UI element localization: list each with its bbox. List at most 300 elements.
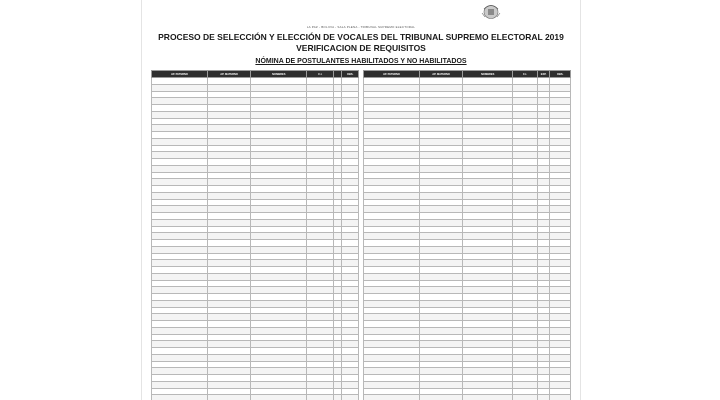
- table-cell: [419, 98, 462, 105]
- coat-of-arms-seal-icon: [480, 3, 502, 20]
- table-cell: [513, 348, 538, 355]
- table-cell: [334, 334, 342, 341]
- column-header: [334, 71, 342, 78]
- table-cell: [364, 307, 420, 314]
- table-cell: [364, 192, 420, 199]
- table-cell: [419, 118, 462, 125]
- table-cell: [307, 260, 334, 267]
- table-cell: [251, 111, 307, 118]
- table-cell: [419, 213, 462, 220]
- table-cell: [463, 240, 513, 247]
- table-cell: [307, 267, 334, 274]
- table-cell: [307, 246, 334, 253]
- table-cell: [152, 267, 208, 274]
- table-cell: [334, 348, 342, 355]
- table-cell: [307, 213, 334, 220]
- table-cell: [152, 98, 208, 105]
- table-cell: [334, 138, 342, 145]
- table-cell: [342, 294, 359, 301]
- table-cell: [207, 219, 250, 226]
- table-cell: [251, 145, 307, 152]
- table-cell: [419, 246, 462, 253]
- table-cell: [550, 105, 571, 112]
- table-cell: [537, 260, 549, 267]
- table-cell: [550, 91, 571, 98]
- table-cell: [207, 246, 250, 253]
- table-cell: [537, 246, 549, 253]
- table-cell: [550, 375, 571, 382]
- table-cell: [334, 219, 342, 226]
- table-cell: [251, 125, 307, 132]
- table-cell: [307, 206, 334, 213]
- table-cell: [463, 165, 513, 172]
- table-cell: [342, 287, 359, 294]
- table-cell: [207, 381, 250, 388]
- table-cell: [364, 240, 420, 247]
- table-cell: [419, 186, 462, 193]
- table-row: [364, 152, 571, 159]
- table-cell: [550, 172, 571, 179]
- table-cell: [152, 226, 208, 233]
- table-row: [152, 91, 359, 98]
- table-cell: [537, 314, 549, 321]
- table-cell: [307, 199, 334, 206]
- table-cell: [152, 159, 208, 166]
- table-cell: [419, 233, 462, 240]
- table-cell: [342, 179, 359, 186]
- table-cell: [342, 233, 359, 240]
- table-cell: [419, 132, 462, 139]
- table-row: [364, 78, 571, 85]
- table-cell: [342, 348, 359, 355]
- table-cell: [550, 165, 571, 172]
- table-cell: [364, 334, 420, 341]
- table-cell: [334, 280, 342, 287]
- table-cell: [251, 226, 307, 233]
- table-cell: [334, 240, 342, 247]
- table-cell: [364, 287, 420, 294]
- table-cell: [152, 300, 208, 307]
- table-row: [152, 233, 359, 240]
- table-cell: [251, 84, 307, 91]
- table-cell: [152, 111, 208, 118]
- table-cell: [251, 186, 307, 193]
- table-cell: [207, 334, 250, 341]
- table-cell: [419, 199, 462, 206]
- table-row: [364, 321, 571, 328]
- table-cell: [307, 388, 334, 395]
- table-row: [152, 226, 359, 233]
- table-cell: [334, 145, 342, 152]
- table-cell: [513, 145, 538, 152]
- table-cell: [251, 280, 307, 287]
- table-cell: [463, 186, 513, 193]
- table-row: [152, 321, 359, 328]
- table-cell: [251, 354, 307, 361]
- table-cell: [207, 192, 250, 199]
- table-cell: [342, 267, 359, 274]
- table-cell: [513, 172, 538, 179]
- table-cell: [251, 334, 307, 341]
- table-row: [364, 327, 571, 334]
- table-cell: [152, 105, 208, 112]
- table-cell: [537, 341, 549, 348]
- table-cell: [251, 267, 307, 274]
- table-cell: [419, 253, 462, 260]
- table-cell: [152, 206, 208, 213]
- table-cell: [152, 388, 208, 395]
- table-cell: [307, 165, 334, 172]
- table-cell: [419, 341, 462, 348]
- table-cell: [513, 138, 538, 145]
- table-cell: [537, 321, 549, 328]
- table-cell: [307, 395, 334, 400]
- table-cell: [364, 125, 420, 132]
- table-cell: [419, 388, 462, 395]
- table-cell: [342, 368, 359, 375]
- table-cell: [207, 361, 250, 368]
- table-cell: [251, 192, 307, 199]
- table-cell: [342, 314, 359, 321]
- table-cell: [364, 233, 420, 240]
- table-cell: [463, 395, 513, 400]
- table-cell: [307, 132, 334, 139]
- table-cell: [307, 159, 334, 166]
- table-cell: [334, 287, 342, 294]
- table-cell: [537, 253, 549, 260]
- table-cell: [152, 240, 208, 247]
- table-cell: [364, 91, 420, 98]
- table-cell: [342, 98, 359, 105]
- table-cell: [364, 348, 420, 355]
- table-cell: [307, 219, 334, 226]
- column-header: AP. PATERNO: [152, 71, 208, 78]
- table-cell: [513, 334, 538, 341]
- table-cell: [537, 84, 549, 91]
- table-cell: [513, 152, 538, 159]
- table-cell: [334, 267, 342, 274]
- table-cell: [550, 192, 571, 199]
- table-cell: [419, 334, 462, 341]
- table-row: [152, 307, 359, 314]
- table-cell: [419, 314, 462, 321]
- table-cell: [513, 199, 538, 206]
- table-row: [152, 354, 359, 361]
- table-cell: [513, 280, 538, 287]
- table-row: [152, 287, 359, 294]
- table-cell: [152, 138, 208, 145]
- table-cell: [152, 280, 208, 287]
- table-row: [364, 186, 571, 193]
- table-cell: [513, 388, 538, 395]
- table-cell: [419, 375, 462, 382]
- table-cell: [463, 321, 513, 328]
- table-cell: [550, 152, 571, 159]
- table-cell: [537, 273, 549, 280]
- table-cell: [342, 280, 359, 287]
- table-cell: [463, 314, 513, 321]
- table-cell: [550, 260, 571, 267]
- table-cell: [342, 273, 359, 280]
- table-cell: [419, 111, 462, 118]
- table-row: [364, 105, 571, 112]
- table-cell: [364, 368, 420, 375]
- table-cell: [463, 172, 513, 179]
- table-cell: [550, 280, 571, 287]
- table-cell: [419, 179, 462, 186]
- table-cell: [207, 111, 250, 118]
- table-row: [364, 240, 571, 247]
- table-cell: [207, 125, 250, 132]
- table-cell: [419, 287, 462, 294]
- table-cell: [364, 341, 420, 348]
- table-cell: [207, 118, 250, 125]
- table-cell: [342, 111, 359, 118]
- table-cell: [550, 132, 571, 139]
- table-cell: [419, 267, 462, 274]
- table-cell: [334, 354, 342, 361]
- table-cell: [334, 125, 342, 132]
- table-cell: [537, 280, 549, 287]
- table-cell: [513, 368, 538, 375]
- table-cell: [334, 132, 342, 139]
- table-row: [152, 253, 359, 260]
- table-cell: [513, 78, 538, 85]
- table-cell: [342, 253, 359, 260]
- table-row: [152, 260, 359, 267]
- table-cell: [334, 375, 342, 382]
- table-cell: [550, 145, 571, 152]
- table-cell: [537, 348, 549, 355]
- table-cell: [513, 159, 538, 166]
- table-row: [364, 334, 571, 341]
- table-cell: [307, 226, 334, 233]
- table-row: [152, 152, 359, 159]
- table-row: [152, 132, 359, 139]
- table-cell: [251, 159, 307, 166]
- table-cell: [342, 219, 359, 226]
- table-cell: [207, 253, 250, 260]
- table-cell: [463, 361, 513, 368]
- table-cell: [152, 253, 208, 260]
- table-cell: [550, 334, 571, 341]
- table-cell: [513, 381, 538, 388]
- table-cell: [463, 381, 513, 388]
- table-cell: [364, 159, 420, 166]
- table-cell: [342, 172, 359, 179]
- table-cell: [537, 361, 549, 368]
- table-row: [152, 172, 359, 179]
- table-cell: [463, 273, 513, 280]
- table-cell: [550, 233, 571, 240]
- table-cell: [307, 280, 334, 287]
- table-cell: [307, 307, 334, 314]
- table-row: [364, 192, 571, 199]
- table-cell: [419, 260, 462, 267]
- table-cell: [207, 213, 250, 220]
- table-cell: [251, 368, 307, 375]
- table-cell: [307, 240, 334, 247]
- column-header: NOMBRES: [463, 71, 513, 78]
- table-cell: [513, 246, 538, 253]
- table-cell: [513, 375, 538, 382]
- table-row: [152, 145, 359, 152]
- table-cell: [207, 388, 250, 395]
- table-cell: [152, 132, 208, 139]
- table-cell: [364, 84, 420, 91]
- table-row: [364, 165, 571, 172]
- table-cell: [550, 354, 571, 361]
- table-cell: [307, 105, 334, 112]
- table-cell: [364, 395, 420, 400]
- table-cell: [463, 287, 513, 294]
- table-cell: [463, 348, 513, 355]
- table-row: [364, 98, 571, 105]
- table-cell: [419, 240, 462, 247]
- table-cell: [152, 327, 208, 334]
- table-cell: [513, 321, 538, 328]
- table-cell: [364, 321, 420, 328]
- table-cell: [334, 111, 342, 118]
- table-row: [364, 395, 571, 400]
- table-cell: [207, 321, 250, 328]
- table-cell: [513, 354, 538, 361]
- table-cell: [513, 267, 538, 274]
- table-cell: [364, 327, 420, 334]
- table-row: [152, 78, 359, 85]
- table-cell: [207, 375, 250, 382]
- table-cell: [152, 78, 208, 85]
- table-cell: [251, 233, 307, 240]
- table-cell: [251, 260, 307, 267]
- table-row: [364, 219, 571, 226]
- table-cell: [513, 273, 538, 280]
- table-cell: [463, 246, 513, 253]
- table-cell: [463, 267, 513, 274]
- table-cell: [207, 165, 250, 172]
- table-cell: [342, 186, 359, 193]
- table-cell: [152, 294, 208, 301]
- table-cell: [364, 260, 420, 267]
- table-cell: [513, 300, 538, 307]
- table-cell: [251, 375, 307, 382]
- table-cell: [251, 219, 307, 226]
- table-cell: [251, 206, 307, 213]
- table-cell: [537, 226, 549, 233]
- table-cell: [550, 159, 571, 166]
- table-cell: [364, 152, 420, 159]
- table-cell: [550, 206, 571, 213]
- table-row: [152, 213, 359, 220]
- table-row: [364, 179, 571, 186]
- table-cell: [513, 186, 538, 193]
- table-cell: [513, 307, 538, 314]
- table-cell: [152, 341, 208, 348]
- table-cell: [513, 132, 538, 139]
- table-cell: [364, 78, 420, 85]
- table-row: [152, 206, 359, 213]
- table-cell: [537, 327, 549, 334]
- table-cell: [251, 300, 307, 307]
- table-row: [364, 368, 571, 375]
- table-cell: [207, 206, 250, 213]
- table-cell: [307, 78, 334, 85]
- table-cell: [419, 219, 462, 226]
- table-cell: [364, 300, 420, 307]
- table-row: [364, 267, 571, 274]
- table-row: [152, 111, 359, 118]
- applicants-table-left: [151, 70, 359, 400]
- table-cell: [513, 91, 538, 98]
- table-row: [364, 354, 571, 361]
- table-cell: [419, 381, 462, 388]
- table-cell: [334, 314, 342, 321]
- table-cell: [463, 213, 513, 220]
- table-cell: [537, 118, 549, 125]
- table-cell: [513, 179, 538, 186]
- table-cell: [419, 172, 462, 179]
- table-cell: [152, 213, 208, 220]
- table-cell: [207, 260, 250, 267]
- table-cell: [364, 165, 420, 172]
- table-cell: [364, 118, 420, 125]
- table-cell: [251, 91, 307, 98]
- table-cell: [152, 199, 208, 206]
- table-cell: [307, 294, 334, 301]
- table-cell: [550, 300, 571, 307]
- table-cell: [251, 321, 307, 328]
- table-cell: [307, 84, 334, 91]
- table-cell: [207, 294, 250, 301]
- table-cell: [307, 348, 334, 355]
- table-cell: [307, 341, 334, 348]
- table-cell: [334, 361, 342, 368]
- table-cell: [364, 381, 420, 388]
- table-cell: [513, 240, 538, 247]
- table-cell: [550, 125, 571, 132]
- table-cell: [334, 152, 342, 159]
- table-cell: [207, 226, 250, 233]
- table-cell: [463, 368, 513, 375]
- table-row: [364, 172, 571, 179]
- table-cell: [207, 132, 250, 139]
- table-cell: [251, 287, 307, 294]
- column-header: C.I.: [513, 71, 538, 78]
- table-cell: [207, 273, 250, 280]
- table-cell: [152, 381, 208, 388]
- table-cell: [334, 388, 342, 395]
- table-cell: [550, 314, 571, 321]
- table-cell: [334, 186, 342, 193]
- table-row: [152, 327, 359, 334]
- table-cell: [342, 118, 359, 125]
- table-row: [152, 381, 359, 388]
- table-row: [152, 199, 359, 206]
- table-cell: [419, 307, 462, 314]
- table-cell: [251, 327, 307, 334]
- table-cell: [537, 172, 549, 179]
- table-cell: [537, 91, 549, 98]
- table-cell: [550, 327, 571, 334]
- table-cell: [550, 287, 571, 294]
- table-cell: [152, 307, 208, 314]
- table-cell: [550, 246, 571, 253]
- table-cell: [342, 145, 359, 152]
- table-cell: [334, 327, 342, 334]
- table-cell: [334, 368, 342, 375]
- table-cell: [251, 172, 307, 179]
- table-cell: [537, 388, 549, 395]
